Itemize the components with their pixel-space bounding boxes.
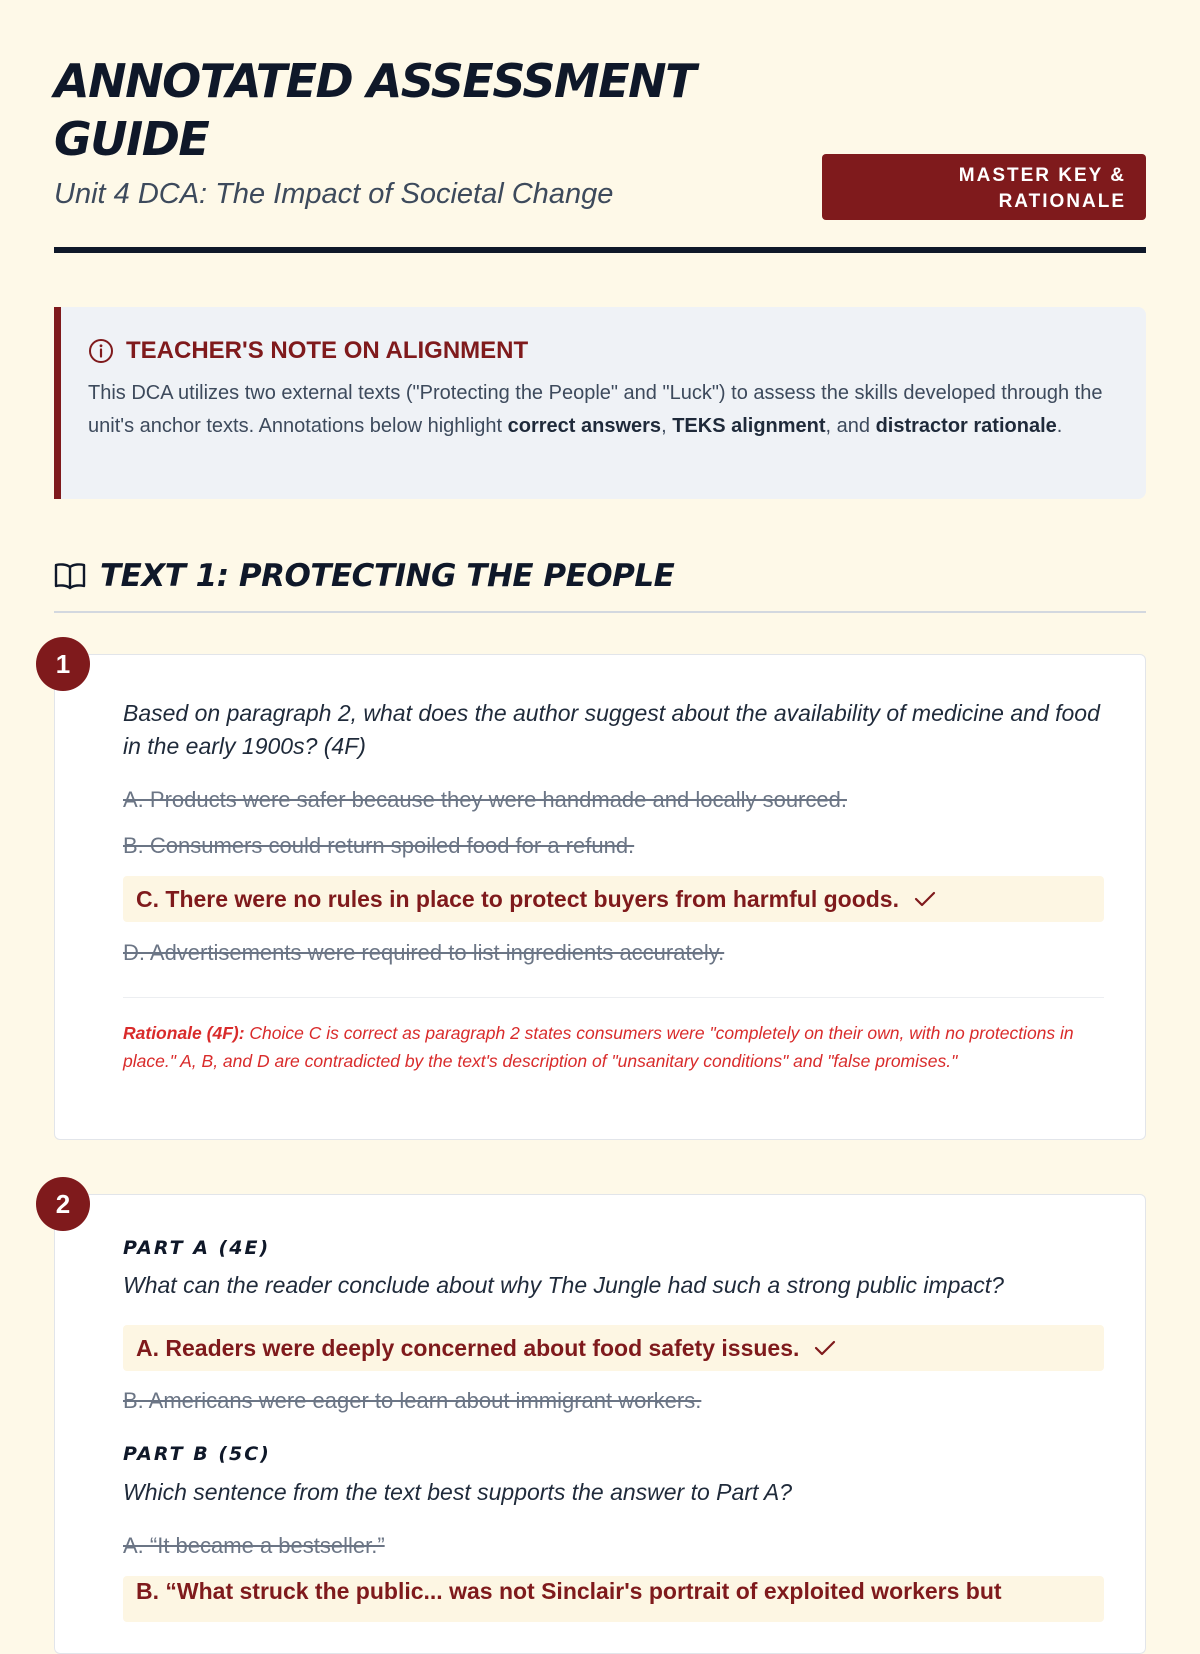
header <box>54 0 1146 254</box>
page-subtitle: Unit 4 DCA: The Impact of Societal Change <box>54 178 614 210</box>
section-title: TEXT 1: PROTECTING THE PEOPLE <box>100 558 675 594</box>
question-card-2 <box>54 1188 1146 1654</box>
teacher-note <box>54 307 1146 499</box>
part-b-label: PART B (5C) <box>123 1443 271 1465</box>
checkmark-icon <box>813 1338 837 1358</box>
question-card-1 <box>54 648 1146 1140</box>
question-number: 2 <box>36 1177 90 1231</box>
rationale-divider <box>123 997 1104 998</box>
part-b-choice-a: A. “It became a bestseller.” <box>123 1533 385 1558</box>
page-title: ANNOTATED ASSESSMENT GUIDE <box>54 54 696 166</box>
part-a-choice-b: B. Americans were eager to learn about immigrant workers. <box>123 1388 702 1413</box>
section-header <box>54 556 674 596</box>
highlight-distractor-rationale: distractor rationale <box>875 415 1057 437</box>
master-key-badge: MASTER KEY & RATIONALE <box>822 154 1146 220</box>
teacher-note-separator: , and <box>825 415 876 437</box>
checkmark-icon <box>913 889 937 909</box>
teacher-note-header <box>88 333 1116 369</box>
answer-choice-b: B. Consumers could return spoiled food for a refund. <box>123 833 635 858</box>
teacher-note-body <box>88 377 1116 443</box>
answer-choice-a: A. Products were safer because they were handmade and locally sourced. <box>123 787 847 812</box>
question-stem: Based on paragraph 2, what does the author suggest about the availability of medicine and food in the early 1900s? (4F) <box>123 700 1100 759</box>
section-divider <box>54 611 1146 613</box>
info-icon <box>88 338 114 364</box>
question-number: 1 <box>36 637 90 691</box>
highlight-correct-answers: correct answers <box>507 415 662 437</box>
part-a-choice-a-label: A. Readers were deeply concerned about food safety issues. <box>136 1334 800 1361</box>
teacher-note-separator: , <box>661 415 673 437</box>
part-a-label: PART A (4E) <box>123 1237 271 1259</box>
part-a-stem: What can the reader conclude about why The Jungle had such a strong public impact? <box>123 1272 1004 1298</box>
highlight-teks-alignment: TEKS alignment <box>672 415 826 437</box>
teacher-note-end: . <box>1056 415 1063 437</box>
rationale-text: Choice C is correct as paragraph 2 states consumers were "completely on their own, with no protections in place." A, B, and D are contradicted by the text's description of "unsanitary conditions" and "false promises." <box>123 1023 1074 1071</box>
book-open-icon <box>54 561 86 591</box>
rationale <box>123 1019 1104 1075</box>
correct-answer-part-b <box>123 1576 1104 1622</box>
teacher-note-intro: This DCA utilizes two external texts ("Protecting the People" and "Luck") to assess the skills developed through the unit's anchor texts. Annotations below highlight <box>88 382 1103 437</box>
teacher-note-title: TEACHER'S NOTE ON ALIGNMENT <box>126 337 529 364</box>
correct-answer-part-a <box>123 1325 1104 1371</box>
correct-answer-choice-c <box>123 876 1104 922</box>
page <box>54 0 1146 1604</box>
part-b-choice-b-label: B. “What struck the public... was not Sinclair's portrait of exploited workers but <box>136 1578 1002 1604</box>
part-b-stem: Which sentence from the text best supports the answer to Part A? <box>123 1479 793 1505</box>
rationale-label: Rationale (4F): <box>123 1023 245 1043</box>
answer-choice-c-label: C. There were no rules in place to protect buyers from harmful goods. <box>136 885 899 912</box>
answer-choice-d: D. Advertisements were required to list ingredients accurately. <box>123 940 725 965</box>
header-divider <box>54 247 1146 253</box>
